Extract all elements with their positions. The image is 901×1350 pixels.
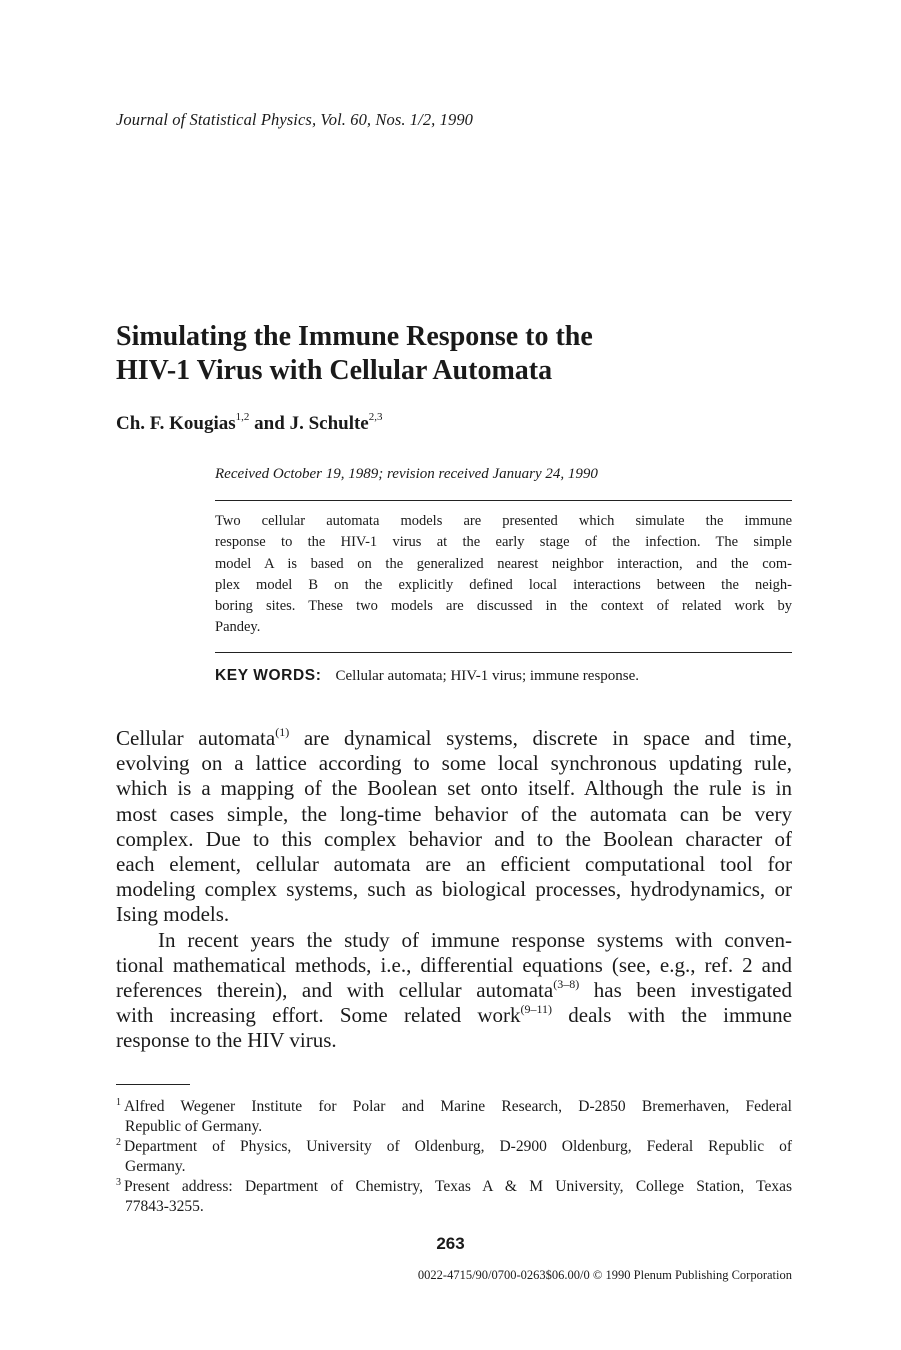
author-conjunction: and (254, 413, 285, 434)
body-line (116, 1003, 792, 1028)
title-line-1: Simulating the Immune Response to the (116, 321, 593, 352)
body-text (116, 726, 792, 1054)
keywords-text: Cellular automata; HIV-1 virus; immune response. (335, 668, 640, 684)
footnote-line: Germany. (125, 1158, 186, 1175)
footnote-text: Present address: Department of Chemistry, Texas A & M University, College Station, Texas (124, 1178, 792, 1195)
body-text-span: are dynamical systems, discrete in space and time, (289, 726, 792, 750)
received-dates: Received October 19, 1989; revision received January 24, 1990 (215, 466, 598, 482)
body-line: Ising models. (116, 902, 230, 927)
body-text-span: has been investigated (579, 978, 792, 1003)
article-title (116, 320, 593, 388)
abstract-line: plex model B on the explicitly defined local interactions between the neigh- (215, 576, 792, 593)
page-number: 263 (436, 1234, 465, 1253)
body-line: In recent years the study of immune response systems with conven- (158, 927, 792, 952)
author-affiliation-marker: 1,2 (235, 411, 250, 423)
author-affiliation-marker: 2,3 (368, 411, 383, 423)
abstract-line: model A is based on the generalized nearest neighbor interaction, and the com- (215, 555, 792, 572)
keywords-label: KEY WORDS: (215, 667, 322, 684)
footnote-text: Department of Physics, University of Oldenburg, D-2900 Oldenburg, Federal Republic of (124, 1138, 792, 1155)
keywords (215, 667, 639, 685)
citation-marker: (9–11) (520, 1002, 553, 1017)
body-line: each element, cellular automata are an efficient computational tool for (116, 852, 792, 877)
body-line (116, 978, 792, 1003)
footnote-line: 77843-3255. (125, 1198, 204, 1215)
footnote-marker: 2 (116, 1137, 121, 1148)
body-line: modeling complex systems, such as biological processes, hydrodynamics, or (116, 877, 792, 902)
footnote-rule (116, 1084, 190, 1085)
body-line: tional mathematical methods, i.e., differential equations (see, e.g., ref. 2 and (116, 952, 792, 977)
body-text-span: references therein), and with cellular automata (116, 978, 554, 1003)
copyright-line: 0022-4715/90/0700-0263$06.00/0 © 1990 Plenum Publishing Corporation (417, 1268, 792, 1282)
footnote-marker: 1 (116, 1097, 121, 1108)
abstract (215, 511, 792, 639)
body-line: evolving on a lattice according to some local synchronous updating rule, (116, 751, 792, 776)
body-text-span: deals with the immune (552, 1003, 792, 1028)
abstract-line: Two cellular automata models are presented which simulate the immune (215, 513, 792, 529)
abstract-line: boring sites. These two models are discussed in the context of related work by (215, 598, 792, 615)
citation-marker: (1) (275, 725, 290, 739)
footnote-text: Alfred Wegener Institute for Polar and Marine Research, D-2850 Bremerhaven, Federal (124, 1098, 792, 1115)
body-text-span: with increasing effort. Some related work (116, 1003, 521, 1028)
title-line-2: HIV-1 Virus with Cellular Automata (116, 355, 553, 386)
author-name: J. Schulte (289, 413, 369, 434)
author-list (116, 413, 383, 435)
body-line: complex. Due to this complex behavior and to the Boolean character of (116, 826, 792, 851)
footnote-line (116, 1097, 792, 1117)
body-line: response to the HIV virus. (116, 1028, 337, 1053)
body-line: most cases simple, the long-time behavior of the automata can be very (116, 801, 792, 826)
abstract-top-rule (215, 500, 792, 501)
footnote-marker: 3 (116, 1177, 121, 1188)
footnote-line (116, 1137, 792, 1157)
footnotes (116, 1097, 792, 1217)
journal-citation: Journal of Statistical Physics, Vol. 60, Nos. 1/2, 1990 (116, 110, 474, 129)
citation-marker: (3–8) (553, 977, 580, 992)
footnote-line (116, 1177, 792, 1197)
footnote-line: Republic of Germany. (125, 1118, 263, 1135)
abstract-line: Pandey. (215, 619, 261, 636)
abstract-line: response to the HIV-1 virus at the early stage of the infection. The simple (215, 534, 792, 551)
body-line: which is a mapping of the Boolean set onto itself. Although the rule is in (116, 776, 792, 801)
body-line (116, 726, 792, 751)
author-name: Ch. F. Kougias (116, 413, 236, 434)
body-text-span: Cellular automata (116, 726, 276, 750)
abstract-bottom-rule (215, 652, 792, 653)
